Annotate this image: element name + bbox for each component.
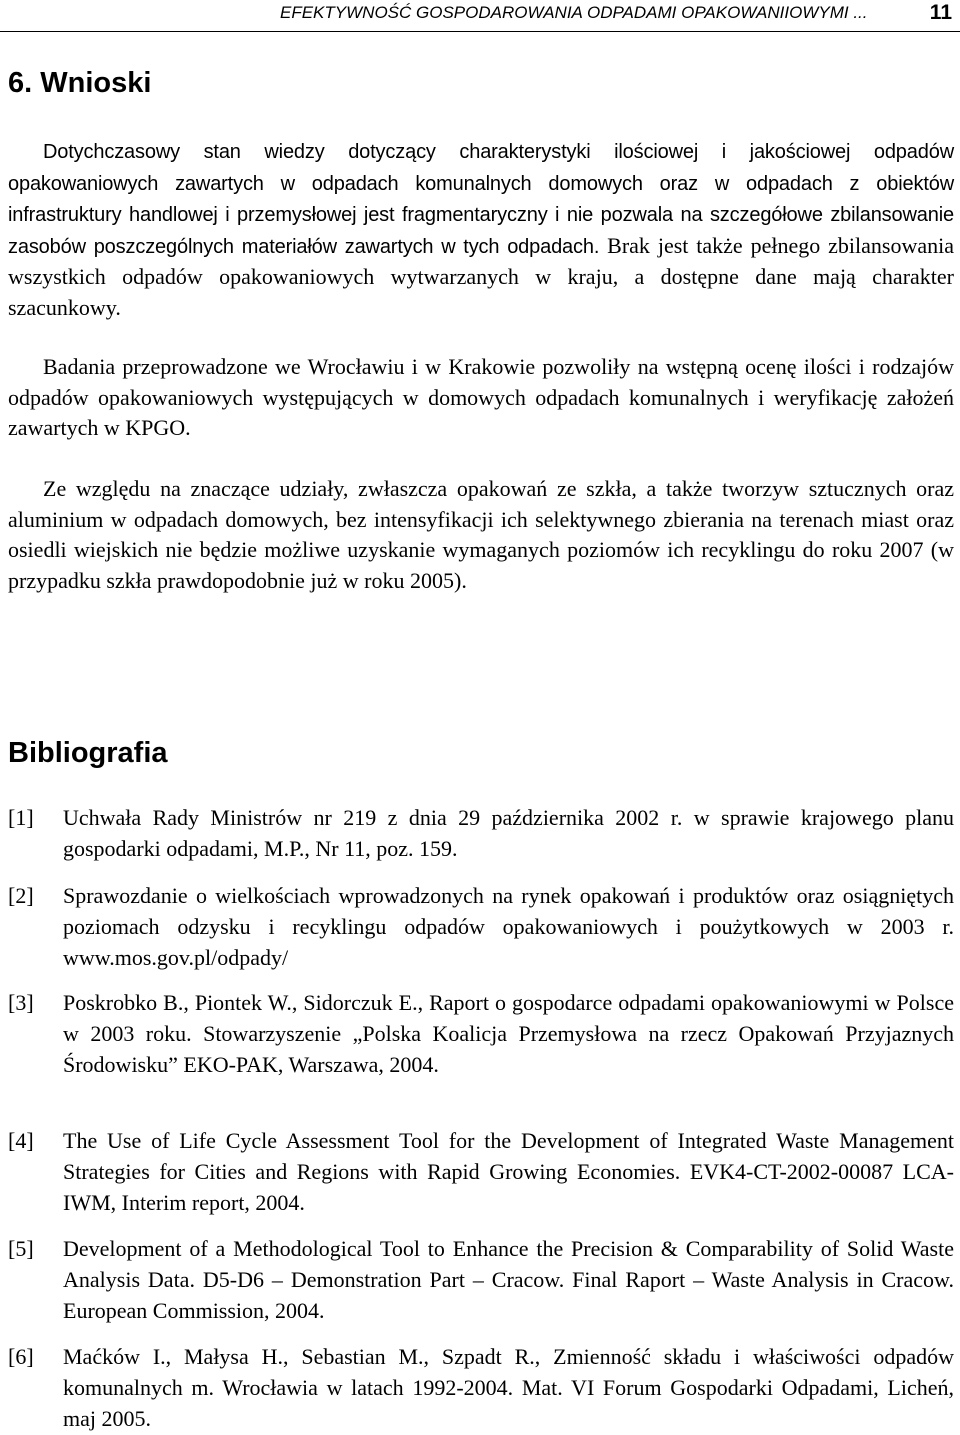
paragraph-2: Badania przeprowadzone we Wrocławiu i w Krakowie pozwoliły na wstępną ocenę ilości i rodzajów odpadów opakowaniowych występujących w domowych odpadach komunalnych i weryfikację założeń zawartych w KPGO.	[8, 354, 954, 440]
reference-text: Uchwała Rady Ministrów nr 219 z dnia 29 października 2002 r. w sprawie krajowego planu gospodarki odpadami, M.P., Nr 11, poz. 159.	[63, 805, 954, 861]
running-header-title: EFEKTYWNOŚĆ GOSPODAROWANIA ODPADAMI OPAKOWANIIOWYMI ...	[280, 3, 868, 22]
reference-item	[8, 1125, 954, 1218]
reference-text: Poskrobko B., Piontek W., Sidorczuk E., Raport o gospodarce odpadami opakowaniowymi w Polsce w 2003 roku. Stowarzyszenie „Polska Koalicja Przemysłowa na rzecz Opakowań Przyjaznych Środowisku” EKO-PAK, Warszawa, 2004.	[63, 990, 954, 1077]
paragraph-3: Ze względu na znaczące udziały, zwłaszcza opakowań ze szkła, a także tworzyw sztucznych oraz aluminium w odpadach domowych, bez intensyfikacji ich selektywnego zbierania na terenach miast oraz osiedli wiejskich nie będzie możliwe uzyskanie wymaganych poziomów ich recyklingu do roku 2007 (w przypadku szkła prawdopodobnie już w roku 2005).	[8, 476, 954, 593]
bibliography-heading: Bibliografia	[8, 737, 168, 769]
reference-number: [6]	[8, 1344, 34, 1369]
reference-text: Sprawozdanie o wielkościach wprowadzonych na rynek opakowań i produktów oraz osiągniętych poziomach odzysku i recyklingu odpadów opakowaniowych i poużytkowych w 2003 r. www.mos.gov.pl/odpady/	[63, 883, 954, 970]
reference-number: [2]	[8, 883, 34, 908]
section-heading: 6. Wnioski	[8, 67, 152, 99]
reference-item	[8, 1341, 954, 1434]
reference-item	[8, 987, 954, 1080]
reference-text: The Use of Life Cycle Assessment Tool for the Development of Integrated Waste Management Strategies for Cities and Regions with Rapid Growing Economies. EVK4-CT-2002-00087 LCA-IWM, Interim report, 2004.	[63, 1128, 954, 1215]
reference-text: Maćków I., Małysa H., Sebastian M., Szpadt R., Zmienność składu i właściwości odpadów komunalnych m. Wrocławia w latach 1992-2004. Mat. VI Forum Gospodarki Odpadami, Licheń, maj 2005.	[63, 1344, 954, 1431]
paragraph-1-sans-part: Dotychczasowy stan wiedzy dotyczący charakterystyki ilościowej i jakościowej odpadów opakowaniowych zawartych w odpadach komunalnych domowych oraz w odpadach z obiektów infrastruktury handlowej i przemysłowej jest fragmentaryczny i nie pozwala na szczegółowe zbilansowanie zasobów poszczególnych materiałów zawartych w tych odpadach.	[8, 141, 954, 258]
reference-item	[8, 802, 954, 864]
reference-number: [1]	[8, 805, 34, 830]
reference-item	[8, 880, 954, 973]
reference-number: [3]	[8, 990, 34, 1015]
running-header	[0, 0, 960, 32]
page-number: 11	[929, 1, 952, 24]
reference-text: Development of a Methodological Tool to Enhance the Precision & Comparability of Solid Waste Analysis Data. D5-D6 – Demonstration Part – Cracow. Final Raport – Waste Analysis in Cracow. European Commission, 2004.	[63, 1236, 954, 1323]
reference-number: [5]	[8, 1236, 34, 1261]
paragraph-1	[8, 136, 954, 323]
reference-number: [4]	[8, 1128, 34, 1153]
paragraph-1-serif-part: Brak jest także pełnego zbilansowania wszystkich odpadów opakowaniowych wytwarzanych w kraju, a dostępne dane mają charakter szacunkowy.	[8, 232, 954, 320]
reference-item	[8, 1233, 954, 1326]
